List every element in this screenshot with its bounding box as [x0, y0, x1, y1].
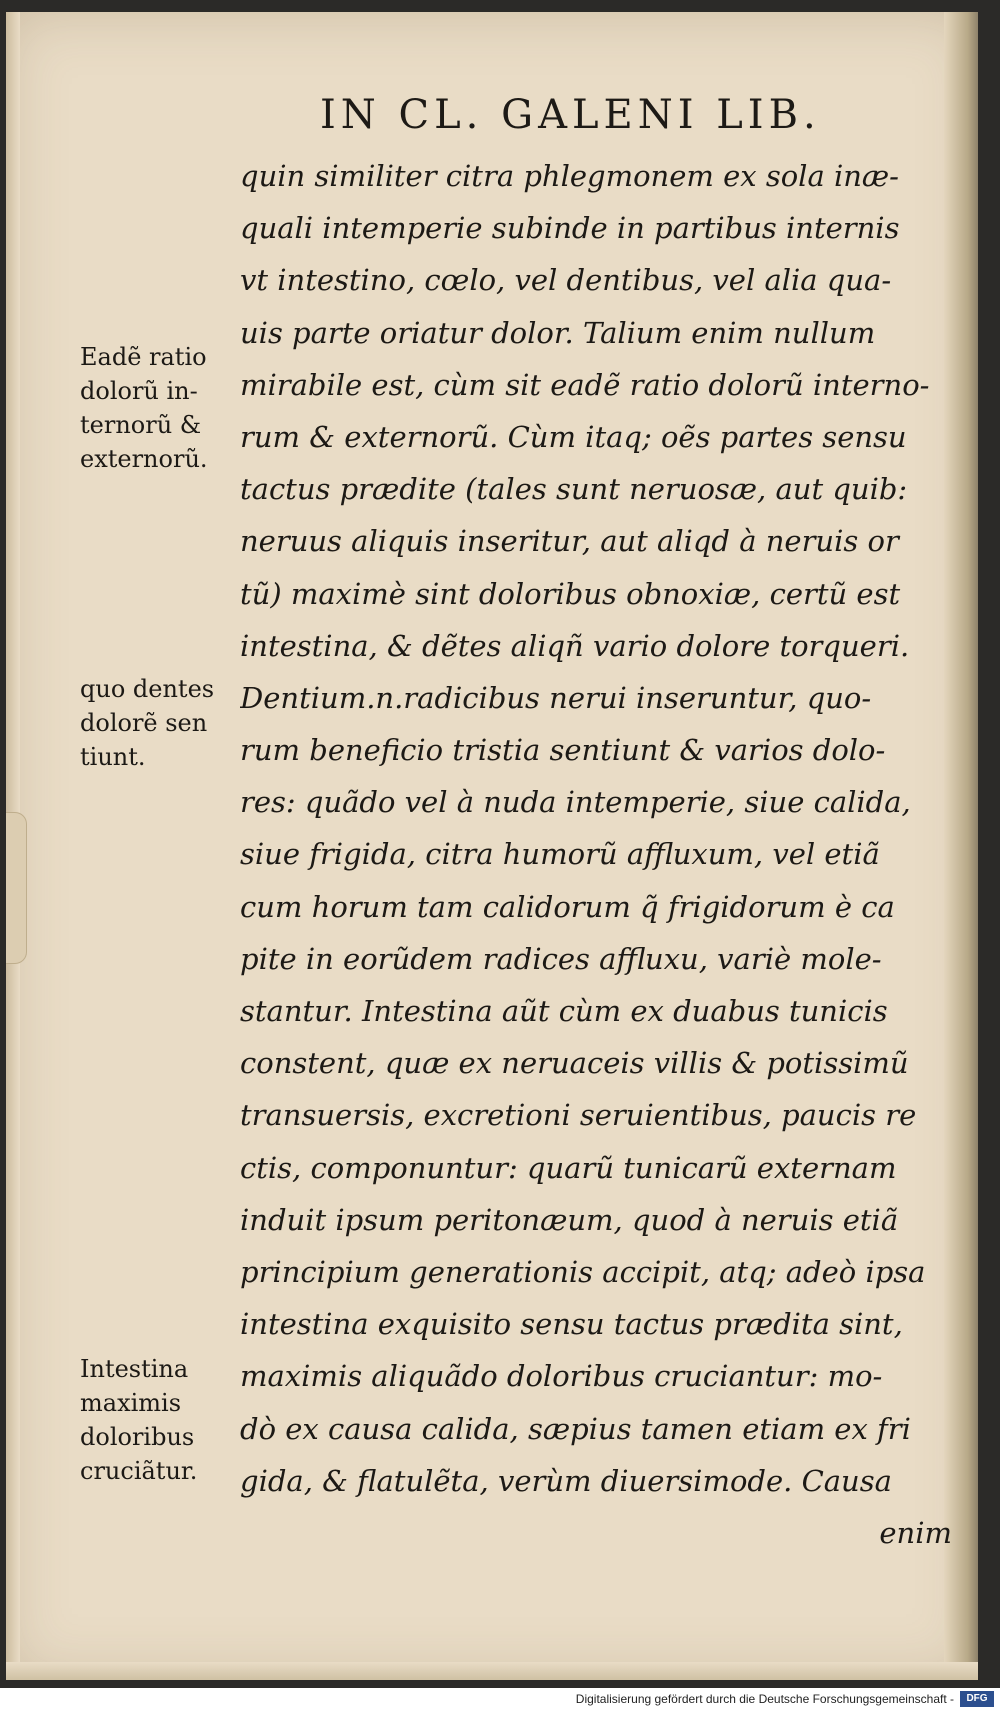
page-bottom-edge [6, 1662, 978, 1680]
marginal-line: externorũ. [80, 445, 208, 473]
text-line: principium generationis accipit, atq; adeò ipsa [240, 1254, 926, 1289]
text-line: Dentium.n.radicibus nerui inseruntur, quo- [240, 680, 872, 715]
marginal-line: tiunt. [80, 743, 146, 771]
marginal-line: dolorẽ sen [80, 709, 208, 737]
text-line: uis parte oriatur dolor. Talium enim nullum [240, 315, 876, 350]
marginal-line: Eadẽ ratio [80, 343, 207, 371]
marginal-line: cruciãtur. [80, 1457, 198, 1485]
marginal-line: Intestina [80, 1355, 189, 1383]
text-line: cum horum tam calidorum q̃ frigidorum è ca [240, 889, 895, 924]
text-line: constent, quæ ex neruaceis villis & potissimũ [240, 1046, 909, 1081]
marginal-note [80, 1352, 240, 1488]
body-text [240, 150, 952, 1559]
text-line: tũ) maximè sint doloribus obnoxiæ, certũ est [240, 576, 901, 611]
marginal-note [80, 672, 240, 774]
catchword: enim [879, 1515, 952, 1550]
running-head: IN CL. GALENI LIB. [320, 92, 821, 138]
text-line: rum beneficio tristia sentiunt & varios dolo- [240, 733, 886, 768]
text-line: induit ipsum peritonæum, quod à neruis etiã [240, 1202, 899, 1237]
marginal-line: doloribus [80, 1423, 195, 1451]
marginal-line: dolorũ in- [80, 377, 198, 405]
text-line: intestina exquisito sensu tactus prædita sint, [240, 1307, 903, 1342]
text-line: siue frigida, citra humorũ affluxum, vel etiã [240, 837, 880, 872]
text-line: res: quãdo vel à nuda intemperie, siue calida, [240, 785, 911, 820]
text-line: vt intestino, cœlo, vel dentibus, vel alia qua- [240, 263, 892, 298]
marginal-line: quo dentes [80, 675, 215, 703]
text-line: tactus prædite (tales sunt neruosæ, aut quib: [240, 472, 908, 507]
text-line: transuersis, excretioni seruientibus, paucis re [240, 1098, 917, 1133]
text-line: quali intemperie subinde in partibus internis [240, 211, 900, 246]
marginal-line: maximis [80, 1389, 182, 1417]
text-line: dò ex causa calida, sæpius tamen etiam ex fri [240, 1411, 911, 1446]
marginal-line: ternorũ & [80, 411, 202, 439]
funding-credit: Digitalisierung gefördert durch die Deutsche Forschungsgemeinschaft - [575, 1692, 954, 1706]
text-line: stantur. Intestina aũt cùm ex duabus tunicis [240, 994, 888, 1028]
page-tab [6, 812, 27, 964]
text-line: mirabile est, cùm sit eadẽ ratio dolorũ interno- [240, 367, 930, 402]
marginal-note [80, 340, 240, 476]
text-line: neruus aliquis inseritur, aut aliqd à neruis or [240, 524, 899, 559]
text-line: intestina, & dẽtes aliqñ vario dolore torqueri. [240, 628, 910, 663]
text-line: maximis aliquãdo doloribus cruciantur: mo- [240, 1359, 883, 1394]
credit-footer [0, 1688, 1000, 1711]
text-line: gida, & flatulẽta, verùm diuersimode. Causa [240, 1463, 892, 1498]
text-line: rum & externorũ. Cùm itaq; oẽs partes sensu [240, 419, 907, 454]
text-line: pite in eorũdem radices affluxu, variè mole- [240, 941, 882, 976]
text-line: quin similiter citra phlegmonem ex sola inæ- [240, 159, 899, 193]
dfg-logo: DFG [960, 1691, 994, 1707]
text-line: ctis, componuntur: quarũ tunicarũ externam [240, 1150, 897, 1185]
